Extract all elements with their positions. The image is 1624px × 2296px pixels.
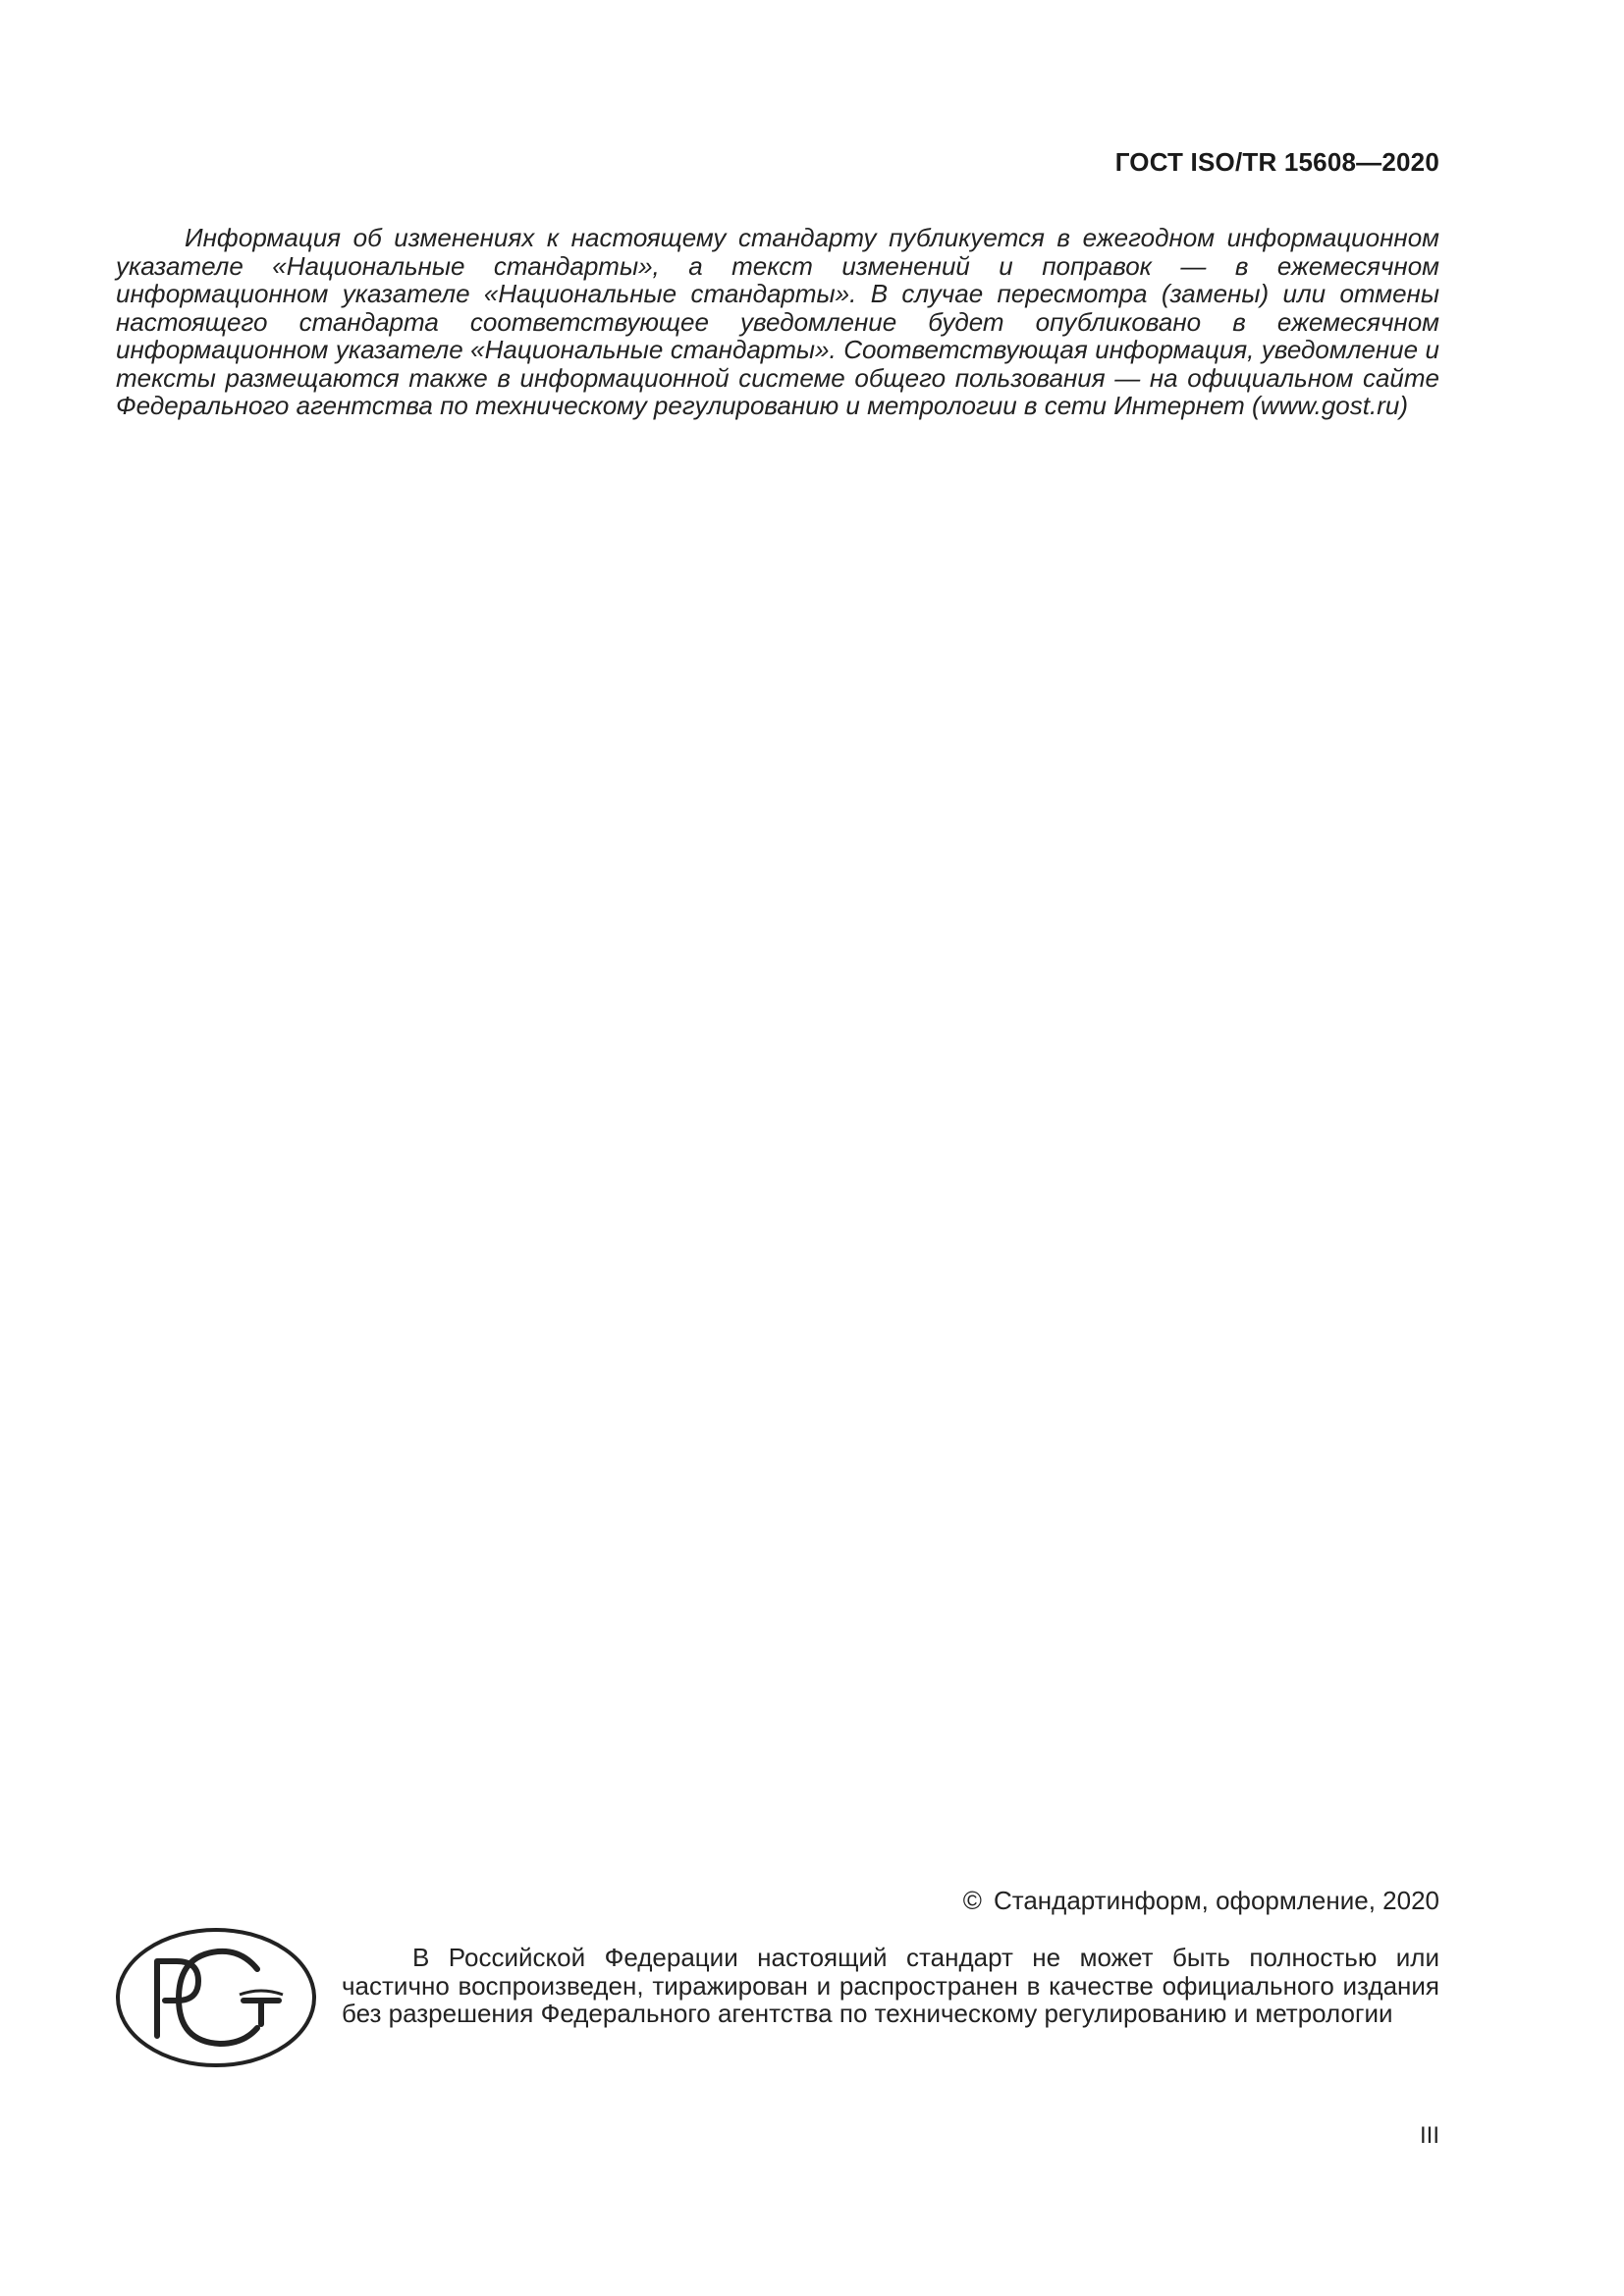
reproduction-rights-paragraph: В Российской Федерации настоящий стандарт не может быть полностью или частично воспроизведен, тиражирован и распространен в качестве официального издания без разрешения Федерального агентства по техническому регулированию и метрологии <box>342 1943 1439 2028</box>
copyright-symbol: © <box>962 1886 982 1915</box>
rst-certification-mark-icon <box>114 1926 318 2069</box>
copyright-line <box>963 1886 1439 1916</box>
standard-code-header: ГОСТ ISO/TR 15608—2020 <box>1114 147 1439 177</box>
amendments-notice-paragraph: Информация об изменениях к настоящему стандарту публикуется в ежегодном информационном указателе «Национальные стандарты», а текст изменений и поправок — в ежемесячном информационном указателе «Национальные стандарты». В случае пересмотра (замены) или отмены настоящего стандарта соответствующее уведомление будет опубликовано в ежемесячном информационном указателе «Национальные стандарты». Соответствующая информация, уведомление и тексты размещаются также в информационной системе общего пользования — на официальном сайте Федерального агентства по техническому регулированию и метрологии в сети Интернет (www.gost.ru) <box>116 223 1439 420</box>
copyright-text: Стандартинформ, оформление, 2020 <box>993 1886 1439 1915</box>
page-number: III <box>1419 2122 1439 2149</box>
